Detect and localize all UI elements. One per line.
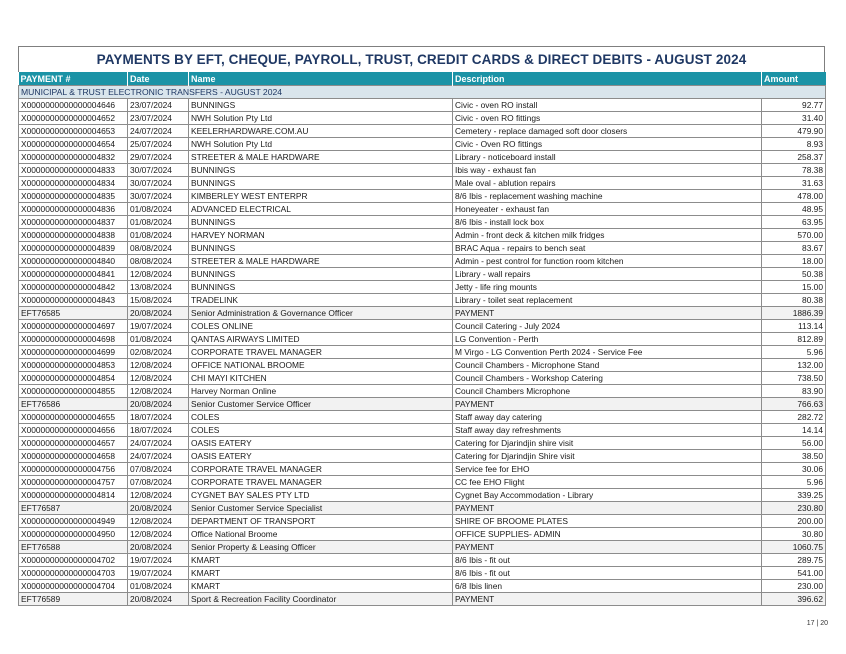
name-cell: BUNNINGS: [189, 242, 453, 255]
description-cell: Jetty - life ring mounts: [453, 281, 762, 294]
amount-cell: 113.14: [762, 320, 826, 333]
payment-cell: X0000000000000004653: [19, 125, 128, 138]
description-cell: Service fee for EHO: [453, 463, 762, 476]
payment-cell: X0000000000000004839: [19, 242, 128, 255]
eft-summary-row: [19, 502, 826, 515]
name-cell: NWH Solution Pty Ltd: [189, 138, 453, 151]
name-cell: KEELERHARDWARE.COM.AU: [189, 125, 453, 138]
date-cell: 19/07/2024: [128, 320, 189, 333]
table-row: [19, 203, 826, 216]
table-row: [19, 216, 826, 229]
name-cell: CORPORATE TRAVEL MANAGER: [189, 476, 453, 489]
description-cell: BRAC Aqua - repairs to bench seat: [453, 242, 762, 255]
table-row: [19, 567, 826, 580]
column-header-name: Name: [189, 72, 453, 86]
amount-cell: 15.00: [762, 281, 826, 294]
amount-cell: 50.38: [762, 268, 826, 281]
table-body: [19, 86, 826, 606]
date-cell: 20/08/2024: [128, 593, 189, 606]
name-cell: BUNNINGS: [189, 216, 453, 229]
date-cell: 19/07/2024: [128, 554, 189, 567]
payment-cell: EFT76586: [19, 398, 128, 411]
column-header-amount: Amount: [762, 72, 826, 86]
table-row: [19, 281, 826, 294]
table-row: [19, 99, 826, 112]
amount-cell: 478.00: [762, 190, 826, 203]
description-cell: LG Convention - Perth: [453, 333, 762, 346]
table-row: [19, 372, 826, 385]
payment-cell: X0000000000000004838: [19, 229, 128, 242]
date-cell: 30/07/2024: [128, 177, 189, 190]
table-row: [19, 294, 826, 307]
payment-cell: X0000000000000004841: [19, 268, 128, 281]
date-cell: 30/07/2024: [128, 190, 189, 203]
payment-cell: X0000000000000004702: [19, 554, 128, 567]
name-cell: Office National Broome: [189, 528, 453, 541]
date-cell: 12/08/2024: [128, 528, 189, 541]
date-cell: 24/07/2024: [128, 450, 189, 463]
table-row: [19, 359, 826, 372]
table-row: [19, 489, 826, 502]
date-cell: 12/08/2024: [128, 372, 189, 385]
date-cell: 12/08/2024: [128, 489, 189, 502]
date-cell: 15/08/2024: [128, 294, 189, 307]
description-cell: 8/6 Ibis - replacement washing machine: [453, 190, 762, 203]
description-cell: 8/6 Ibis - install lock box: [453, 216, 762, 229]
date-cell: 24/07/2024: [128, 125, 189, 138]
payment-cell: X0000000000000004834: [19, 177, 128, 190]
eft-summary-row: [19, 541, 826, 554]
date-cell: 20/08/2024: [128, 307, 189, 320]
description-cell: Admin - front deck & kitchen milk fridges: [453, 229, 762, 242]
name-cell: DEPARTMENT OF TRANSPORT: [189, 515, 453, 528]
payment-cell: X0000000000000004697: [19, 320, 128, 333]
section-row: [19, 86, 826, 99]
payment-cell: X0000000000000004836: [19, 203, 128, 216]
payment-cell: X0000000000000004833: [19, 164, 128, 177]
amount-cell: 31.40: [762, 112, 826, 125]
date-cell: 12/08/2024: [128, 385, 189, 398]
payment-cell: EFT76588: [19, 541, 128, 554]
payment-cell: X0000000000000004658: [19, 450, 128, 463]
payment-cell: X0000000000000004837: [19, 216, 128, 229]
payment-cell: X0000000000000004835: [19, 190, 128, 203]
date-cell: 19/07/2024: [128, 567, 189, 580]
name-cell: CORPORATE TRAVEL MANAGER: [189, 463, 453, 476]
amount-cell: 5.96: [762, 346, 826, 359]
amount-cell: 766.63: [762, 398, 826, 411]
payment-cell: X0000000000000004949: [19, 515, 128, 528]
amount-cell: 78.38: [762, 164, 826, 177]
amount-cell: 339.25: [762, 489, 826, 502]
description-cell: Staff away day catering: [453, 411, 762, 424]
name-cell: COLES: [189, 411, 453, 424]
amount-cell: 48.95: [762, 203, 826, 216]
payment-cell: X0000000000000004656: [19, 424, 128, 437]
table-row: [19, 411, 826, 424]
description-cell: Council Chambers - Workshop Catering: [453, 372, 762, 385]
name-cell: KMART: [189, 580, 453, 593]
name-cell: STREETER & MALE HARDWARE: [189, 151, 453, 164]
amount-cell: 56.00: [762, 437, 826, 450]
eft-summary-row: [19, 307, 826, 320]
table-row: [19, 346, 826, 359]
payment-cell: EFT76589: [19, 593, 128, 606]
date-cell: 01/08/2024: [128, 216, 189, 229]
description-cell: Staff away day refreshments: [453, 424, 762, 437]
name-cell: TRADELINK: [189, 294, 453, 307]
payment-cell: X0000000000000004655: [19, 411, 128, 424]
amount-cell: 132.00: [762, 359, 826, 372]
amount-cell: 83.90: [762, 385, 826, 398]
page-title: PAYMENTS BY EFT, CHEQUE, PAYROLL, TRUST, CREDIT CARDS & DIRECT DEBITS - AUGUST 2024: [18, 46, 825, 72]
payment-cell: X0000000000000004840: [19, 255, 128, 268]
name-cell: BUNNINGS: [189, 281, 453, 294]
table-row: [19, 437, 826, 450]
table-row: [19, 333, 826, 346]
column-header-date: Date: [128, 72, 189, 86]
date-cell: 08/08/2024: [128, 242, 189, 255]
payment-cell: X0000000000000004704: [19, 580, 128, 593]
description-cell: Council Chambers - Microphone Stand: [453, 359, 762, 372]
amount-cell: 738.50: [762, 372, 826, 385]
page-number: 17 | 20: [806, 620, 828, 627]
table-row: [19, 190, 826, 203]
name-cell: CHI MAYI KITCHEN: [189, 372, 453, 385]
payment-cell: X0000000000000004950: [19, 528, 128, 541]
table-row: [19, 476, 826, 489]
description-cell: OFFICE SUPPLIES- ADMIN: [453, 528, 762, 541]
payments-sheet: [18, 46, 825, 606]
description-cell: PAYMENT: [453, 593, 762, 606]
description-cell: Library - noticeboard install: [453, 151, 762, 164]
payment-cell: EFT76587: [19, 502, 128, 515]
description-cell: Cemetery - replace damaged soft door closers: [453, 125, 762, 138]
amount-cell: 282.72: [762, 411, 826, 424]
date-cell: 07/08/2024: [128, 463, 189, 476]
table-row: [19, 151, 826, 164]
name-cell: Senior Customer Service Specialist: [189, 502, 453, 515]
payment-cell: X0000000000000004657: [19, 437, 128, 450]
payment-cell: X0000000000000004654: [19, 138, 128, 151]
table-row: [19, 515, 826, 528]
description-cell: Civic - oven RO fittings: [453, 112, 762, 125]
payment-cell: X0000000000000004855: [19, 385, 128, 398]
table-row: [19, 177, 826, 190]
date-cell: 20/08/2024: [128, 541, 189, 554]
date-cell: 25/07/2024: [128, 138, 189, 151]
table-row: [19, 424, 826, 437]
amount-cell: 479.90: [762, 125, 826, 138]
date-cell: 01/08/2024: [128, 580, 189, 593]
description-cell: Civic - Oven RO fittings: [453, 138, 762, 151]
table-row: [19, 242, 826, 255]
description-cell: Council Catering - July 2024: [453, 320, 762, 333]
date-cell: 24/07/2024: [128, 437, 189, 450]
payment-cell: X0000000000000004756: [19, 463, 128, 476]
amount-cell: 30.06: [762, 463, 826, 476]
column-header-payment: PAYMENT #: [19, 72, 128, 86]
date-cell: 18/07/2024: [128, 424, 189, 437]
amount-cell: 14.14: [762, 424, 826, 437]
name-cell: KMART: [189, 567, 453, 580]
name-cell: ADVANCED ELECTRICAL: [189, 203, 453, 216]
description-cell: PAYMENT: [453, 307, 762, 320]
name-cell: Senior Customer Service Officer: [189, 398, 453, 411]
date-cell: 13/08/2024: [128, 281, 189, 294]
description-cell: Civic - oven RO install: [453, 99, 762, 112]
description-cell: Council Chambers Microphone: [453, 385, 762, 398]
table-row: [19, 125, 826, 138]
amount-cell: 541.00: [762, 567, 826, 580]
date-cell: 23/07/2024: [128, 112, 189, 125]
payment-cell: X0000000000000004814: [19, 489, 128, 502]
table-row: [19, 255, 826, 268]
table-row: [19, 450, 826, 463]
name-cell: COLES ONLINE: [189, 320, 453, 333]
description-cell: Library - wall repairs: [453, 268, 762, 281]
amount-cell: 83.67: [762, 242, 826, 255]
eft-summary-row: [19, 593, 826, 606]
payment-cell: X0000000000000004652: [19, 112, 128, 125]
amount-cell: 80.38: [762, 294, 826, 307]
name-cell: BUNNINGS: [189, 268, 453, 281]
name-cell: NWH Solution Pty Ltd: [189, 112, 453, 125]
column-header-description: Description: [453, 72, 762, 86]
name-cell: OASIS EATERY: [189, 450, 453, 463]
payment-cell: X0000000000000004854: [19, 372, 128, 385]
name-cell: KMART: [189, 554, 453, 567]
name-cell: CORPORATE TRAVEL MANAGER: [189, 346, 453, 359]
amount-cell: 18.00: [762, 255, 826, 268]
description-cell: Catering for Djarindjin Shire visit: [453, 450, 762, 463]
name-cell: CYGNET BAY SALES PTY LTD: [189, 489, 453, 502]
amount-cell: 31.63: [762, 177, 826, 190]
amount-cell: 30.80: [762, 528, 826, 541]
payments-table: [18, 72, 826, 606]
name-cell: HARVEY NORMAN: [189, 229, 453, 242]
table-row: [19, 229, 826, 242]
payment-cell: X0000000000000004757: [19, 476, 128, 489]
date-cell: 01/08/2024: [128, 229, 189, 242]
name-cell: QANTAS AIRWAYS LIMITED: [189, 333, 453, 346]
name-cell: OASIS EATERY: [189, 437, 453, 450]
amount-cell: 1886.39: [762, 307, 826, 320]
amount-cell: 1060.75: [762, 541, 826, 554]
amount-cell: 5.96: [762, 476, 826, 489]
description-cell: PAYMENT: [453, 398, 762, 411]
description-cell: Library - toilet seat replacement: [453, 294, 762, 307]
description-cell: 6/8 Ibis linen: [453, 580, 762, 593]
payment-cell: X0000000000000004832: [19, 151, 128, 164]
date-cell: 01/08/2024: [128, 203, 189, 216]
name-cell: Harvey Norman Online: [189, 385, 453, 398]
description-cell: 8/6 Ibis - fit out: [453, 567, 762, 580]
amount-cell: 200.00: [762, 515, 826, 528]
date-cell: 29/07/2024: [128, 151, 189, 164]
description-cell: 8/6 Ibis - fit out: [453, 554, 762, 567]
table-row: [19, 112, 826, 125]
description-cell: PAYMENT: [453, 541, 762, 554]
amount-cell: 8.93: [762, 138, 826, 151]
amount-cell: 396.62: [762, 593, 826, 606]
amount-cell: 230.80: [762, 502, 826, 515]
name-cell: BUNNINGS: [189, 177, 453, 190]
description-cell: Catering for Djarindjin shire visit: [453, 437, 762, 450]
payment-cell: X0000000000000004698: [19, 333, 128, 346]
description-cell: PAYMENT: [453, 502, 762, 515]
date-cell: 08/08/2024: [128, 255, 189, 268]
payment-cell: X0000000000000004843: [19, 294, 128, 307]
description-cell: Male oval - ablution repairs: [453, 177, 762, 190]
description-cell: Ibis way - exhaust fan: [453, 164, 762, 177]
payment-cell: X0000000000000004646: [19, 99, 128, 112]
payment-cell: X0000000000000004699: [19, 346, 128, 359]
date-cell: 12/08/2024: [128, 515, 189, 528]
name-cell: BUNNINGS: [189, 99, 453, 112]
payment-cell: X0000000000000004853: [19, 359, 128, 372]
description-cell: SHIRE OF BROOME PLATES: [453, 515, 762, 528]
eft-summary-row: [19, 398, 826, 411]
table-row: [19, 164, 826, 177]
table-row: [19, 528, 826, 541]
date-cell: 20/08/2024: [128, 502, 189, 515]
table-row: [19, 138, 826, 151]
table-row: [19, 580, 826, 593]
amount-cell: 92.77: [762, 99, 826, 112]
description-cell: CC fee EHO Flight: [453, 476, 762, 489]
table-row: [19, 463, 826, 476]
name-cell: Senior Property & Leasing Officer: [189, 541, 453, 554]
name-cell: KIMBERLEY WEST ENTERPR: [189, 190, 453, 203]
amount-cell: 63.95: [762, 216, 826, 229]
table-row: [19, 320, 826, 333]
date-cell: 02/08/2024: [128, 346, 189, 359]
date-cell: 01/08/2024: [128, 333, 189, 346]
description-cell: Honeyeater - exhaust fan: [453, 203, 762, 216]
date-cell: 12/08/2024: [128, 268, 189, 281]
amount-cell: 258.37: [762, 151, 826, 164]
table-header-row: [19, 72, 826, 86]
name-cell: STREETER & MALE HARDWARE: [189, 255, 453, 268]
amount-cell: 289.75: [762, 554, 826, 567]
name-cell: OFFICE NATIONAL BROOME: [189, 359, 453, 372]
description-cell: M Virgo - LG Convention Perth 2024 - Service Fee: [453, 346, 762, 359]
date-cell: 20/08/2024: [128, 398, 189, 411]
table-row: [19, 385, 826, 398]
name-cell: BUNNINGS: [189, 164, 453, 177]
table-row: [19, 554, 826, 567]
payment-cell: X0000000000000004842: [19, 281, 128, 294]
description-cell: Cygnet Bay Accommodation - Library: [453, 489, 762, 502]
payment-cell: X0000000000000004703: [19, 567, 128, 580]
amount-cell: 230.00: [762, 580, 826, 593]
section-label: MUNICIPAL & TRUST ELECTRONIC TRANSFERS - AUGUST 2024: [19, 86, 826, 99]
date-cell: 18/07/2024: [128, 411, 189, 424]
payment-cell: EFT76585: [19, 307, 128, 320]
date-cell: 07/08/2024: [128, 476, 189, 489]
name-cell: Sport & Recreation Facility Coordinator: [189, 593, 453, 606]
table-row: [19, 268, 826, 281]
date-cell: 30/07/2024: [128, 164, 189, 177]
amount-cell: 38.50: [762, 450, 826, 463]
amount-cell: 812.89: [762, 333, 826, 346]
name-cell: COLES: [189, 424, 453, 437]
description-cell: Admin - pest control for function room kitchen: [453, 255, 762, 268]
amount-cell: 570.00: [762, 229, 826, 242]
name-cell: Senior Administration & Governance Officer: [189, 307, 453, 320]
date-cell: 23/07/2024: [128, 99, 189, 112]
date-cell: 12/08/2024: [128, 359, 189, 372]
